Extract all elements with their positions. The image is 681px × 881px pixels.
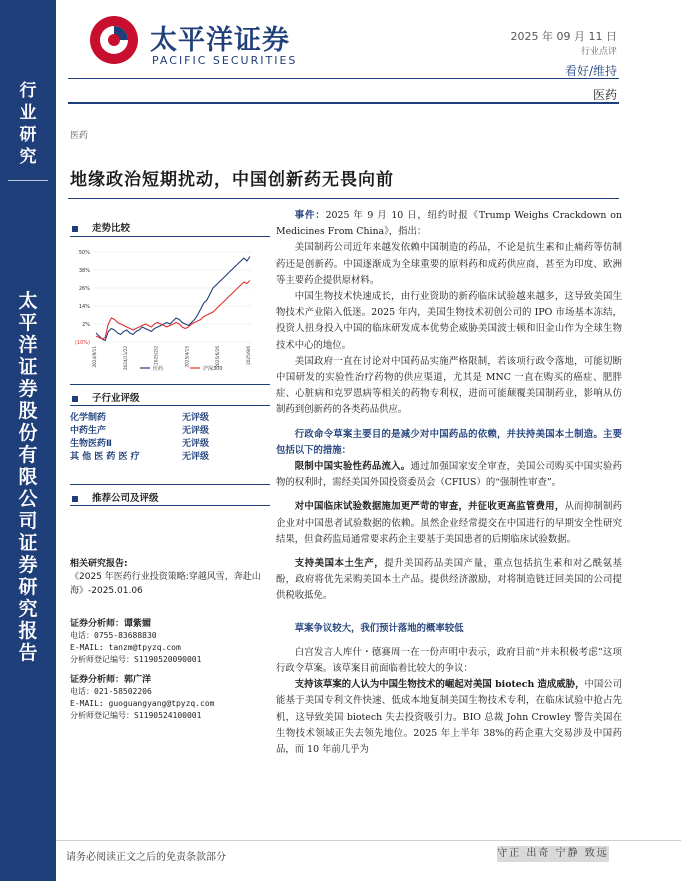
sub-industry-table xyxy=(70,412,270,464)
report-type: 行业点评 xyxy=(580,47,617,57)
industry-rating: 看好/维持 xyxy=(564,64,617,78)
logo-english-text: PACIFIC SECURITIES xyxy=(152,54,298,67)
body-paragraph: 美国政府一直在讨论对中国药品实施严格限制，若该项行政令落地，可能切断中国研发的实验性治疗药物的供应渠道，尤其是 MNC 一直在购买的癌症、肥胖症、心脏病和克罗恩病等相关的药物专利权，进而可能颠覆美国制药业，影响从仿制药到创新药的各类药品供应。 xyxy=(276,355,622,416)
section-heading: 行政命令草案主要目的是减少对中国药品的依赖，并扶持美国本土制造。主要包括以下的措施： xyxy=(276,428,622,456)
recommend-top-divider xyxy=(70,484,270,485)
sector-tag: 医药 xyxy=(70,131,89,141)
table-row: 化学制药 无评级 xyxy=(70,413,210,423)
x-tick-label: 2025/9/6 xyxy=(246,346,251,365)
sub-industry-heading: 子行业评级 xyxy=(72,390,140,404)
x-tick-label: 2025/6/26 xyxy=(215,346,221,368)
table-row: 中药生产 无评级 xyxy=(70,426,210,436)
recommend-divider xyxy=(70,505,270,506)
x-tick-label: 2025/4/15 xyxy=(184,346,190,368)
sub-industry-top-divider xyxy=(70,384,270,385)
footer-divider xyxy=(56,840,681,841)
sidebar-company-label: 太平洋证券股份有限公司证券研究报告 xyxy=(18,290,38,664)
header-divider-thick xyxy=(68,102,619,104)
analyst-email[interactable]: E-MAIL: guoguangyang@tpyzq.com xyxy=(70,699,215,708)
trend-chart xyxy=(70,244,262,378)
series-line-csi300 xyxy=(96,281,250,340)
section-heading: 草案争议较大，我们预计落地的概率较低 xyxy=(294,622,464,634)
measure-paragraph: 对中国临床试验数据施加更严苛的审查，并征收更高监管费用，从而抑制制药企业对中国患者试验数据的依赖。虽然企业经常提交在中国进行的早期安全性研究结果，但食药监局通常要求药企主要基于美国患者的后期临床试验数据。 xyxy=(276,501,622,545)
title-divider xyxy=(68,198,619,199)
analyst-name: 证券分析师：谭紫媚 xyxy=(70,619,152,629)
y-tick-label: (10%) xyxy=(74,340,90,346)
analyst-cert: 分析师登记编号：S1190524100001 xyxy=(70,711,202,720)
table-row: 生物医药Ⅱ 无评级 xyxy=(70,439,210,449)
body-paragraph: 白宫发言人库什・德赛周一在一份声明中表示，政府目前“并未积极考虑”这项行政令草案。该草案目前面临着比较大的争议： xyxy=(276,646,622,675)
trend-divider xyxy=(70,236,270,237)
y-tick-label: 38% xyxy=(78,268,90,274)
analyst-card xyxy=(70,618,280,666)
logo-chinese-text: 太平洋证券 xyxy=(150,25,290,56)
table-row: 其 他 医 药 医 疗 无评级 xyxy=(70,452,210,462)
report-title: 地缘政治短期扰动，中国创新药无畏向前 xyxy=(70,170,394,190)
y-tick-label: 14% xyxy=(78,304,90,310)
y-tick-label: 50% xyxy=(78,250,90,256)
legend-label: 医药 xyxy=(153,366,164,372)
x-tick-label: 2024/11/22 xyxy=(122,346,128,371)
analyst-phone: 电话：021-58502206 xyxy=(70,687,152,696)
event-paragraph: 事件：2025 年 9 月 10 日，纽约时报《Trump Weighs Crackdown on Medicines From China》，指出： xyxy=(276,210,622,238)
footer-disclaimer: 请务必阅读正文之后的免责条款部分 xyxy=(66,852,226,863)
report-date: 2025 年 09 月 11 日 xyxy=(510,30,617,43)
company-logo-icon xyxy=(88,14,140,66)
related-report-link[interactable]: 《2025 年医药行业投资策略:穿越风雪，奔赴山海》-2025.01.06 xyxy=(70,572,261,596)
body-paragraph: 支持该草案的人认为中国生物技术的崛起对美国 biotech 造成威胁，中国公司能基于美国专利文件快速、低成本地复制美国生物技术专利，在临床试验中抢占先机，这导致美国 biotech 失去投资吸引力。BIO 总裁 John Crowley 警告美国在生物技术领域正失去领先地位。2025 年上半年 38%的药企重大交易涉及中国药品，而 10 年前几乎为 xyxy=(276,679,622,756)
analyst-email[interactable]: E-MAIL: tanzm@tpyzq.com xyxy=(70,643,181,652)
y-tick-label: 2% xyxy=(82,322,90,328)
x-tick-label: 2024/9/11 xyxy=(92,346,97,368)
analyst-card xyxy=(70,674,280,722)
legend-item xyxy=(190,365,223,372)
sub-industry-divider xyxy=(70,405,270,406)
related-reports-heading: 相关研究报告: xyxy=(70,559,128,569)
analyst-cert: 分析师登记编号：S1190520090001 xyxy=(70,655,202,664)
bullet-square-icon xyxy=(72,496,78,502)
header-divider xyxy=(68,78,619,79)
trend-heading: 走势比较 xyxy=(72,220,130,234)
bullet-square-icon xyxy=(72,226,78,232)
analyst-name: 证券分析师：郭广洋 xyxy=(70,675,152,685)
y-tick-label: 26% xyxy=(78,286,90,292)
legend-label: 沪深300 xyxy=(203,366,223,372)
body-paragraph: 中国生物技术快速成长，由行业资助的新药临床试验越来越多，这导致美国生物技术产业陷入低迷。2025 年内，美国生物技术初创公司的 IPO 市场基本冻结，投资人扭身投入中国的临床研发成本优势企威胁美国波士顿和旧金山作为全球生物技术中心的地位。 xyxy=(276,291,622,351)
x-tick-label: 2025/2/2 xyxy=(153,346,159,365)
sidebar-divider xyxy=(8,180,48,181)
recommend-heading: 推荐公司及评级 xyxy=(72,490,159,504)
measure-paragraph: 支持美国本土生产，提升美国药品美国产量，重点包括抗生素和对乙酰氨基酚，政府将优先采购美国本土产品。提供经济激励，对将制造链迁回美国的公司提供税收抵免。 xyxy=(276,558,622,602)
sidebar-category-label: 行业研究 xyxy=(19,81,37,167)
header-sector: 医药 xyxy=(592,88,617,102)
footer-motto: 守正 出奇 宁静 致远 xyxy=(497,846,609,862)
measure-paragraph: 限制中国实验性药品流入。通过加强国家安全审查，美国公司购买中国实验药物的权利时，需经美国外国投资委员会（CFIUS）的“强制性审查”。 xyxy=(276,461,622,489)
report-body xyxy=(276,208,622,758)
bullet-square-icon xyxy=(72,396,78,402)
body-paragraph: 美国制药公司近年来越发依赖中国制造的药品，不论是抗生素和止痛药等仿制药还是创新药。中国逐渐成为全球重要的原料药和成药供应商，甚至为印度、欧洲等主要药企提供原材料。 xyxy=(276,242,622,286)
analyst-phone: 电话：0755-83688830 xyxy=(70,631,157,640)
legend-item xyxy=(140,365,163,372)
